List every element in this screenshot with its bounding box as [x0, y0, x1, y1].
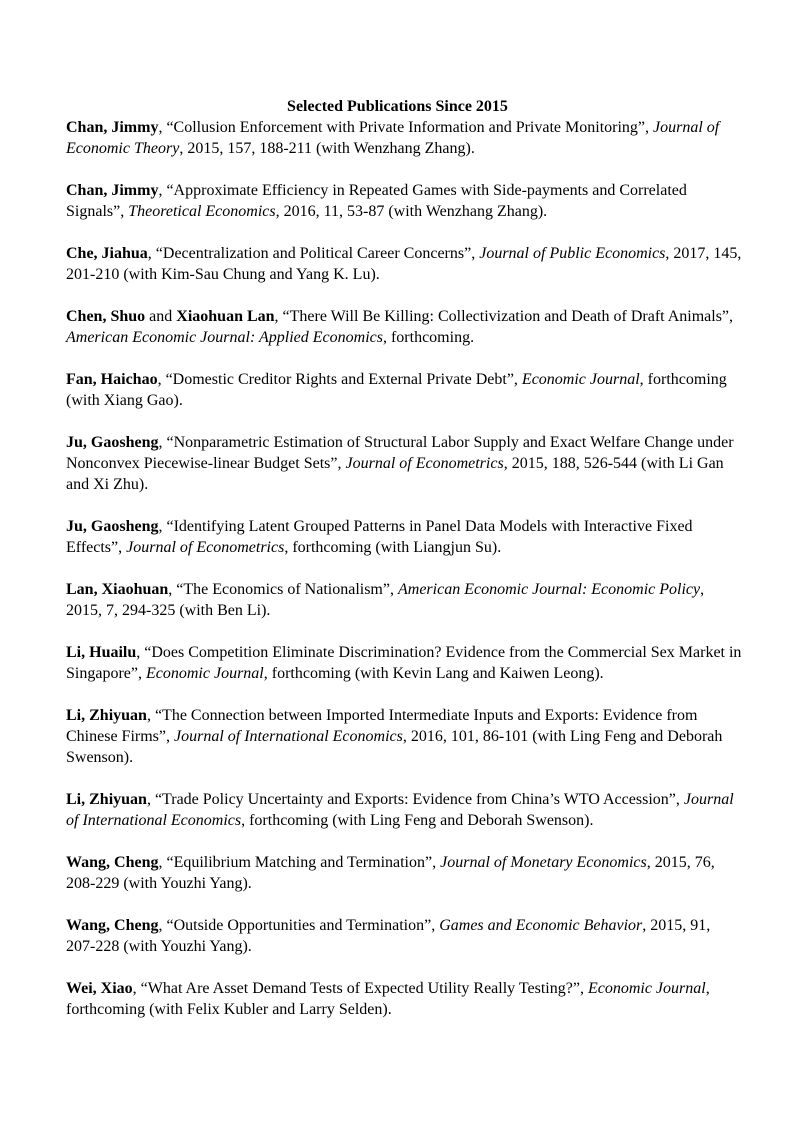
author-name: Chan, Jimmy	[66, 119, 159, 136]
entry-text: , 2015, 7, 294-325 (with Ben Li).	[66, 581, 705, 619]
publication-entry	[66, 369, 742, 411]
publication-entry	[66, 306, 742, 348]
entry-text: , 2016, 11, 53-87 (with Wenzhang Zhang).	[275, 203, 548, 220]
publication-entry	[66, 789, 742, 831]
entry-text: , “Outside Opportunities and Termination”,	[158, 917, 440, 934]
publication-entry	[66, 852, 742, 894]
author-name: Li, Huailu	[66, 644, 137, 661]
entry-text: , forthcoming (with Ling Feng and Deborah Swenson).	[241, 812, 594, 829]
entry-text: , 2016, 101, 86-101 (with Ling Feng and Deborah Swenson).	[66, 728, 723, 766]
author-name: Ju, Gaosheng	[66, 518, 159, 535]
entry-text: , “Trade Policy Uncertainty and Exports: Evidence from China’s WTO Accession”,	[146, 791, 684, 808]
journal-name: Journal of Econometrics	[126, 539, 285, 556]
entry-text: , “Equilibrium Matching and Termination”,	[158, 854, 441, 871]
journal-name: Journal of Economic Theory	[66, 119, 720, 157]
author-name: Fan, Haichao	[66, 371, 158, 388]
author-name: Wei, Xiao	[66, 980, 133, 997]
publication-entry	[66, 516, 742, 558]
entry-text: , “Does Competition Eliminate Discrimination? Evidence from the Commercial Sex Market in Singapore”,	[66, 644, 742, 682]
journal-name: Economic Journal	[145, 665, 264, 682]
publication-entry	[66, 432, 742, 495]
entry-text: , 2015, 157, 188-211 (with Wenzhang Zhang).	[179, 140, 475, 157]
publication-entry	[66, 180, 742, 222]
entry-text: , “Domestic Creditor Rights and External Private Debt”,	[157, 371, 522, 388]
journal-name: Journal of Public Economics	[479, 245, 666, 262]
author-name: Lan, Xiaohuan	[66, 581, 169, 598]
entry-text: , “Nonparametric Estimation of Structural Labor Supply and Exact Welfare Change under Nonconvex Piecewise-linear Budget Sets”,	[66, 434, 734, 472]
entry-text: , 2015, 188, 526-544 (with Li Gan and Xi Zhu).	[66, 455, 724, 493]
publication-entry	[66, 978, 742, 1020]
entry-text: , “Decentralization and Political Career Concerns”,	[147, 245, 480, 262]
journal-name: Journal of International Economics	[174, 728, 403, 745]
author-name: Che, Jiahua	[66, 245, 148, 262]
journal-name: Games and Economic Behavior	[439, 917, 643, 934]
author-name: Xiaohuan Lan	[176, 308, 275, 325]
document-content	[66, 96, 742, 1020]
entry-text: , forthcoming (with Felix Kubler and Larry Selden).	[66, 980, 710, 1018]
author-name: Wang, Cheng	[66, 917, 159, 934]
journal-name: Theoretical Economics	[128, 203, 276, 220]
entry-text: , “The Connection between Imported Intermediate Inputs and Exports: Evidence from Chinese Firms”,	[66, 707, 698, 745]
entry-text: , “What Are Asset Demand Tests of Expected Utility Really Testing?”,	[132, 980, 588, 997]
publication-entry	[66, 117, 742, 159]
journal-name: Economic Journal	[521, 371, 640, 388]
entry-text: , “The Economics of Nationalism”,	[168, 581, 398, 598]
publication-entry	[66, 915, 742, 957]
entry-text: , “Approximate Efficiency in Repeated Games with Side-payments and Correlated Signals”,	[66, 182, 687, 220]
entry-text: , “There Will Be Killing: Collectivization and Death of Draft Animals”,	[274, 308, 734, 325]
journal-name: Journal of Monetary Economics	[440, 854, 647, 871]
entry-text: , “Identifying Latent Grouped Patterns in Panel Data Models with Interactive Fixed Effects”,	[66, 518, 693, 556]
author-name: Li, Zhiyuan	[66, 791, 147, 808]
author-name: Wang, Cheng	[66, 854, 159, 871]
journal-name: Economic Journal	[587, 980, 706, 997]
journal-name: Journal of Econometrics	[345, 455, 504, 472]
entry-text: and	[145, 308, 177, 325]
author-name: Ju, Gaosheng	[66, 434, 159, 451]
entry-text: , 2015, 91, 207-228 (with Youzhi Yang).	[66, 917, 711, 955]
author-name: Chen, Shuo	[66, 308, 146, 325]
entry-text: , forthcoming (with Kevin Lang and Kaiwen Leong).	[263, 665, 604, 682]
publication-entry	[66, 642, 742, 684]
entry-text: , forthcoming.	[382, 329, 475, 346]
entry-text: , “Collusion Enforcement with Private Information and Private Monitoring”,	[158, 119, 654, 136]
journal-name: American Economic Journal: Applied Economics	[66, 329, 383, 346]
entry-text: , 2015, 76, 208-229 (with Youzhi Yang).	[66, 854, 715, 892]
publication-entry	[66, 579, 742, 621]
journal-name: American Economic Journal: Economic Policy	[397, 581, 701, 598]
entry-text: , forthcoming (with Liangjun Su).	[284, 539, 502, 556]
author-name: Li, Zhiyuan	[66, 707, 147, 724]
author-name: Chan, Jimmy	[66, 182, 159, 199]
entry-text: , forthcoming (with Xiang Gao).	[66, 371, 727, 409]
publication-list	[66, 117, 742, 1020]
journal-name: Journal of International Economics	[66, 791, 734, 829]
entry-text: , 2017, 145, 201-210 (with Kim-Sau Chung and Yang K. Lu).	[66, 245, 742, 283]
publication-entry	[66, 243, 742, 285]
publication-entry	[66, 705, 742, 768]
page-title: Selected Publications Since 2015	[287, 98, 508, 115]
